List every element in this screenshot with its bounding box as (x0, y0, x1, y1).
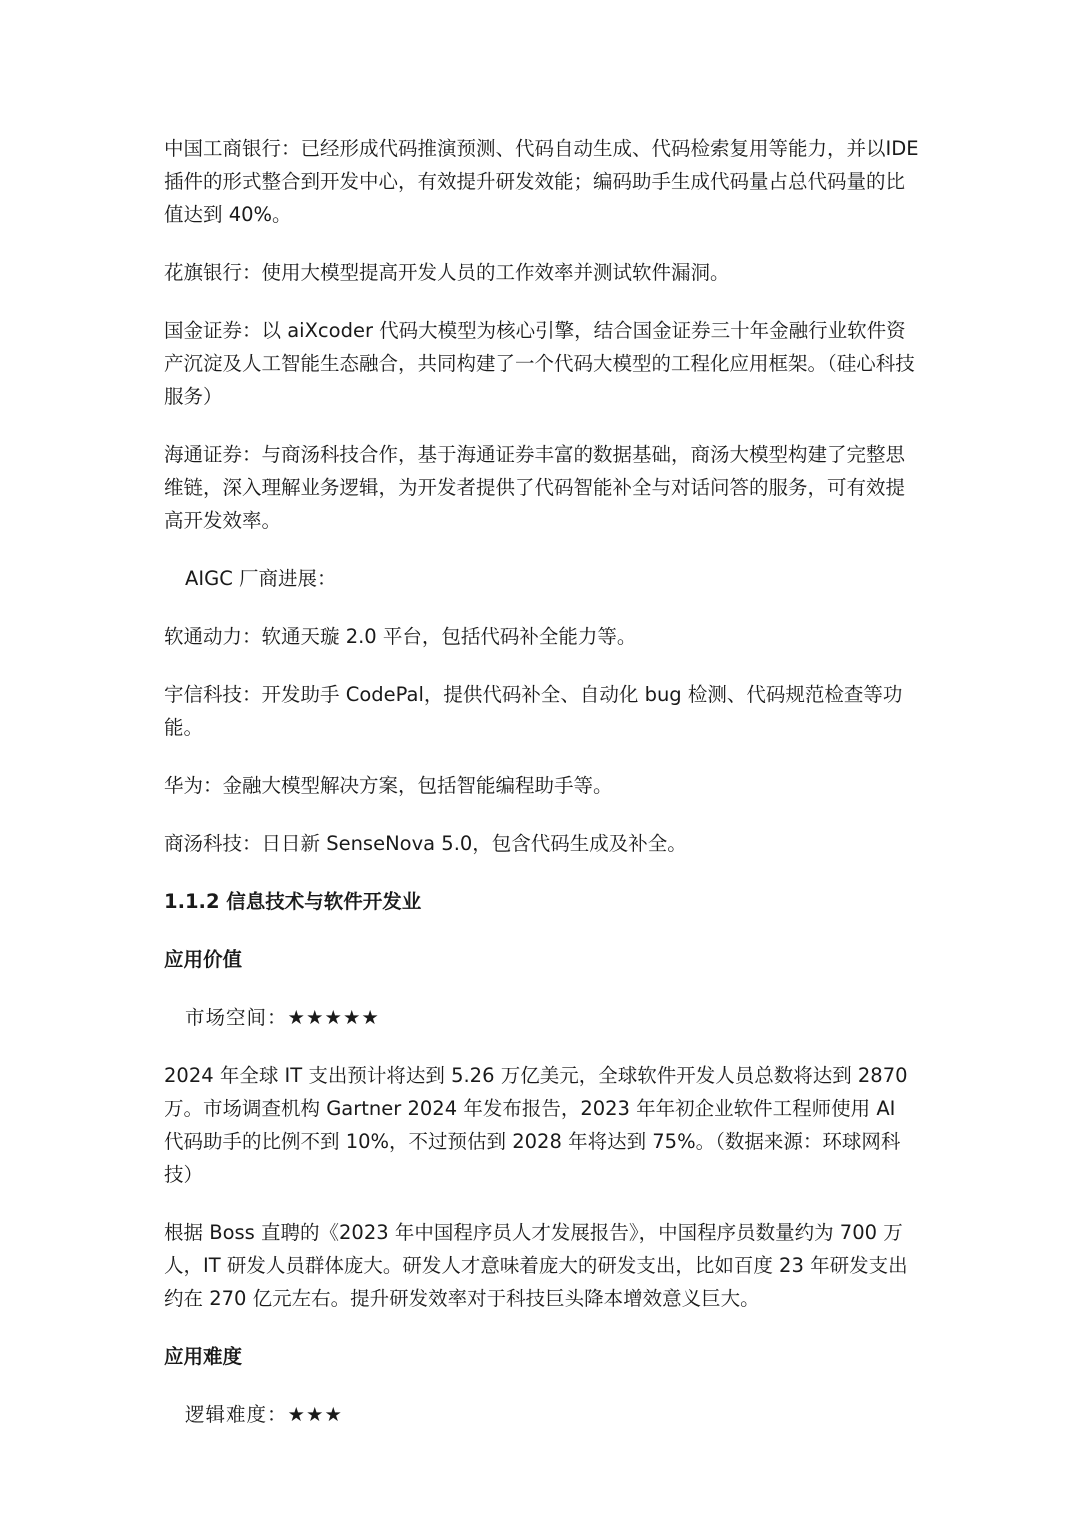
aigc-vendors-title: AIGC 厂商进展： (185, 567, 337, 590)
logic-difficulty-rating: 逻辑难度：★★★ (185, 1403, 343, 1426)
section-heading: 1.1.2 信息技术与软件开发业 (164, 890, 422, 913)
value-heading: 应用价值 (164, 948, 243, 971)
paragraph-icbc: 中国工商银行：已经形成代码推演预测、代码自动生成、代码检索复用等能力，并以IDE 插件的形式整合到开发中心，有效提升研发效能；编码助手生成代码量占总代码量的比值达到 40%。 (164, 137, 919, 226)
difficulty-heading: 应用难度 (164, 1345, 243, 1368)
paragraph-yusys: 宇信科技：开发助手 CodePal，提供代码补全、自动化 bug 检测、代码规范检查等功能。 (164, 683, 903, 739)
market-space-rating: 市场空间：★★★★★ (185, 1006, 380, 1029)
paragraph-huawei: 华为：金融大模型解决方案，包括智能编程助手等。 (164, 774, 613, 797)
paragraph-sensetime: 商汤科技：日日新 SenseNova 5.0，包含代码生成及补全。 (164, 832, 687, 855)
paragraph-haitong: 海通证券：与商汤科技合作，基于海通证券丰富的数据基础，商汤大模型构建了完整思维链，深入理解业务逻辑，为开发者提供了代码智能补全与对话问答的服务，可有效提高开发效率。 (164, 443, 906, 532)
paragraph-guojin: 国金证券：以 aiXcoder 代码大模型为核心引擎，结合国金证券三十年金融行业软件资产沉淀及人工智能生态融合，共同构建了一个代码大模型的工程化应用框架。（硅心科技服务） (164, 319, 915, 408)
paragraph-citibank: 花旗银行：使用大模型提高开发人员的工作效率并测试软件漏洞。 (164, 261, 730, 284)
document-page (164, 132, 920, 1456)
paragraph-global-it: 2024 年全球 IT 支出预计将达到 5.26 万亿美元，全球软件开发人员总数将达到 2870 万。市场调查机构 Gartner 2024 年发布报告，2023 年年初企业软件工程师使用 AI 代码助手的比例不到 10%，不过预估到 2028 年将达到 75%。（数据来源：环球网科技） (164, 1064, 908, 1186)
paragraph-programmers: 根据 Boss 直聘的《2023 年中国程序员人才发展报告》，中国程序员数量约为 700 万人，IT 研发人员群体庞大。研发人才意味着庞大的研发支出，比如百度 23 年研发支出约在 270 亿元左右。提升研发效率对于科技巨头降本增效意义巨大。 (164, 1221, 908, 1310)
paragraph-isoftstone: 软通动力：软通天璇 2.0 平台，包括代码补全能力等。 (164, 625, 637, 648)
